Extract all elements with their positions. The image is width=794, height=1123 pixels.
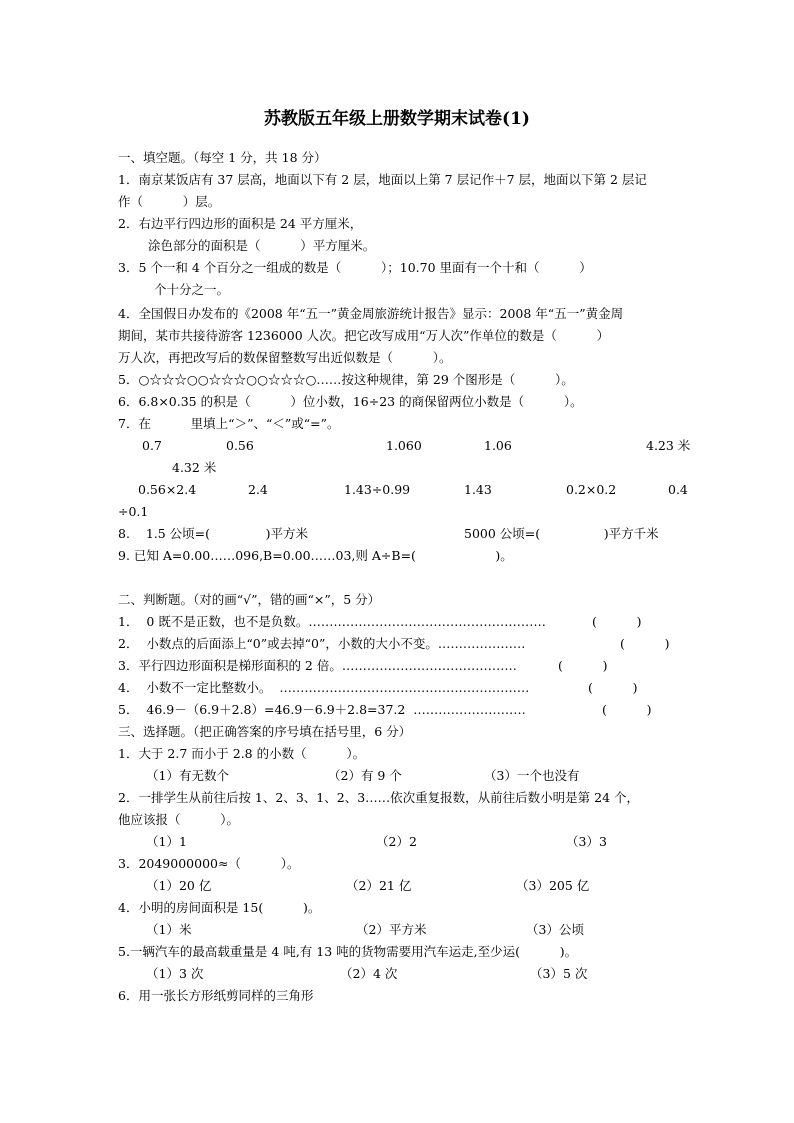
text-cell: ( ) xyxy=(588,680,638,695)
text-line: 一、填空题。（每空 1 分，共 18 分） xyxy=(118,150,327,165)
text-line: 万人次，再把改写后的数保留整数写出近似数是（ ）。 xyxy=(118,350,452,365)
text-cell: （2）4 次 xyxy=(340,966,398,981)
text-cell: 4.23 米 xyxy=(646,438,691,453)
text-line: 二、判断题。（对的画“√”，错的画“×”，5 分） xyxy=(118,592,381,607)
text-line: 三、选择题。（把正确答案的序号填在括号里，6 分） xyxy=(118,724,412,739)
text-cell: 1.060 xyxy=(386,438,422,453)
text-line: 5．○☆☆☆○○☆☆☆○○☆☆☆○……按这种规律，第 29 个图形是（ ）。 xyxy=(118,372,574,387)
text-cell: 1.06 xyxy=(484,438,512,453)
text-line: 期间，某市共接待游客 1236000 人次。把它改写成用“万人次”作单位的数是（ ） xyxy=(118,328,610,343)
text-line: 5.一辆汽车的最高载重量是 4 吨,有 13 吨的货物需要用汽车运走,至少运( )。 xyxy=(118,944,578,959)
text-line: 3．5 个一和 4 个百分之一组成的数是（ ）；10.70 里面有一个十和（ ） xyxy=(118,260,592,275)
text-cell: （2）平方米 xyxy=(356,922,427,937)
text-line: 5． 46.9－（6.9＋2.8）=46.9－6.9＋2.8=37.2 ……………………… xyxy=(118,702,526,717)
text-cell: （2）2 xyxy=(376,834,417,849)
text-line: ÷0.1 xyxy=(118,504,149,519)
text-cell: 1.43÷0.99 xyxy=(344,482,411,497)
text-cell: （2）21 亿 xyxy=(346,878,412,893)
text-line: 2．一排学生从前往后按 1、2、3、1、2、3……依次重复报数，从前往后数小明是第 24 个， xyxy=(118,790,639,805)
text-line: 3．2049000000≈（ ）。 xyxy=(118,856,300,871)
text-cell: ( ) xyxy=(620,636,670,651)
text-cell: （2）有 9 个 xyxy=(328,768,402,783)
text-cell: 0.4 xyxy=(668,482,688,497)
text-cell: 1.43 xyxy=(464,482,492,497)
text-line: 1． 0 既不是正数，也不是负数。………………………………………………… xyxy=(118,614,546,629)
text-line: 4．全国假日办发布的《2008 年“五一”黄金周旅游统计报告》显示：2008 年“五一”黄金周 xyxy=(118,306,624,321)
text-cell: 0.7 xyxy=(142,438,162,453)
text-cell: （3）205 亿 xyxy=(516,878,590,893)
text-line: 4．小明的房间面积是 15( )。 xyxy=(118,900,321,915)
text-line: 4.32 米 xyxy=(172,460,217,475)
text-cell: （3）3 xyxy=(566,834,607,849)
text-line: 个十分之一。 xyxy=(154,282,230,297)
text-cell: 2.4 xyxy=(248,482,268,497)
page-title: 苏教版五年级上册数学期末试卷(1) xyxy=(264,109,530,129)
text-cell: 5000 公顷=( )平方千米 xyxy=(464,526,659,541)
text-line: 4． 小数不一定比整数小。 …………………………………………………… xyxy=(118,680,530,695)
text-cell: 8. 1.5 公顷=( )平方米 xyxy=(118,526,309,541)
text-line: 6．6.8×0.35 的积是（ ）位小数，16÷23 的商保留两位小数是（ ）。 xyxy=(118,394,583,409)
text-line: 2． 小数点的后面添上“0”或去掉“0”，小数的大小不变。………………… xyxy=(118,636,526,651)
text-cell: （3）一个也没有 xyxy=(484,768,580,783)
text-cell: （3）公顷 xyxy=(526,922,584,937)
text-cell: ( ) xyxy=(558,658,608,673)
text-line: 9. 已知 A=0.00……096,B=0.00……03,则 A÷B=( )。 xyxy=(118,548,513,563)
text-line: 6．用一张长方形纸剪同样的三角形 xyxy=(118,988,314,1003)
text-line: 涂色部分的面积是（ ）平方厘米。 xyxy=(148,238,376,253)
text-line: 1．南京某饭店有 37 层高，地面以下有 2 层，地面以上第 7 层记作＋7 层，地面以下第 2 层记 xyxy=(118,172,647,187)
text-cell: （1）有无数个 xyxy=(146,768,229,783)
text-line: 3．平行四边形面积是梯形面积的 2 倍。…………………………………… xyxy=(118,658,517,673)
text-cell: （1）1 xyxy=(146,834,187,849)
text-line: 2．右边平行四边形的面积是 24 平方厘米， xyxy=(118,216,363,231)
text-cell: 0.56×2.4 xyxy=(138,482,197,497)
text-line: 1．大于 2.7 而小于 2.8 的小数（ ）。 xyxy=(118,746,366,761)
text-cell: ( ) xyxy=(602,702,652,717)
text-cell: （1）3 次 xyxy=(146,966,204,981)
text-cell: （3）5 次 xyxy=(530,966,588,981)
text-cell: ( ) xyxy=(592,614,642,629)
text-cell: 0.56 xyxy=(226,438,254,453)
text-cell: （1）20 亿 xyxy=(146,878,212,893)
text-line: 他应该报（ ）。 xyxy=(118,812,239,827)
text-line: 7．在 里填上“＞”、“＜”或“=”。 xyxy=(118,416,340,431)
text-line: 作（ ）层。 xyxy=(118,194,221,209)
text-cell: （1）米 xyxy=(146,922,192,937)
text-cell: 0.2×0.2 xyxy=(566,482,617,497)
